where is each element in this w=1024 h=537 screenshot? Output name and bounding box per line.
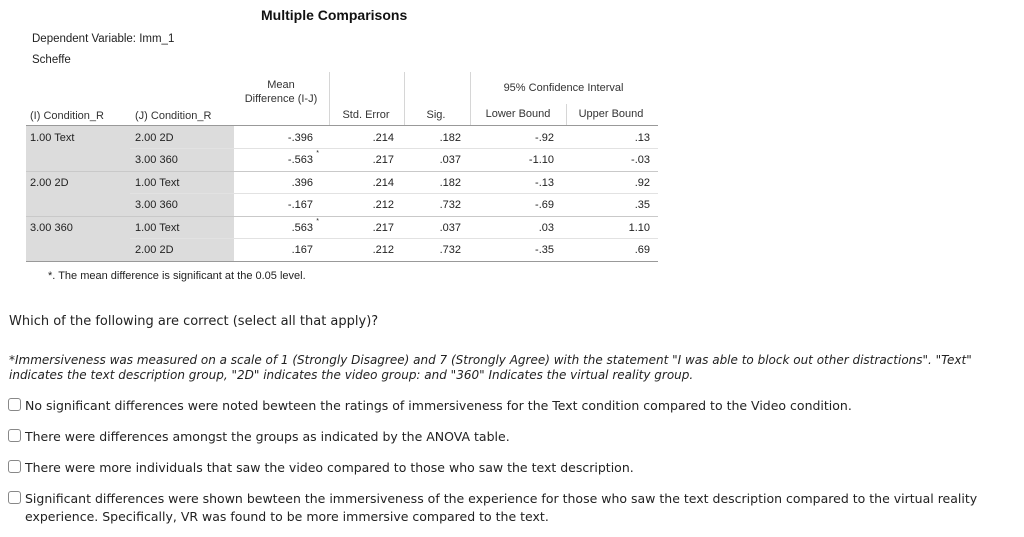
cell-sig: .732: [439, 244, 461, 256]
cell-upper-bound: -.03: [631, 154, 650, 166]
cell-i-condition: [30, 194, 128, 216]
cell-lower-bound: -1.10: [528, 154, 554, 166]
option-checkbox[interactable]: [8, 398, 21, 411]
cell-i-condition: 1.00 Text: [30, 132, 75, 144]
cell-upper-bound: .35: [634, 199, 650, 211]
option-label: Significant differences were shown bewteen the immersiveness of the experience for those who saw the text description compared to the virtual reality experience. Specifically, VR was found to be more immersive compared to the text.: [25, 491, 978, 524]
header-sig: Sig.: [426, 109, 446, 121]
header-j-condition: (J) Condition_R: [135, 110, 212, 122]
header-i-condition: (I) Condition_R: [30, 110, 104, 122]
option-label: There were more individuals that saw the video compared to those who saw the text description.: [25, 460, 634, 475]
cell-std-error: .212: [372, 244, 394, 256]
cell-i-condition: 2.00 2D: [30, 177, 69, 189]
cell-j-condition: 3.00 360: [135, 199, 178, 211]
answer-option[interactable]: [8, 428, 1008, 446]
cell-mean-difference: .396: [291, 177, 313, 189]
cell-i-condition: 3.00 360: [30, 222, 73, 234]
cell-lower-bound: -.69: [535, 199, 554, 211]
cell-j-condition: 2.00 2D: [135, 244, 174, 256]
cell-mean-difference: -.167: [287, 199, 313, 211]
option-checkbox[interactable]: [8, 491, 21, 504]
cell-sig: .182: [439, 132, 461, 144]
option-label: There were differences amongst the groups as indicated by the ANOVA table.: [25, 429, 510, 444]
cell-sig: .732: [439, 199, 461, 211]
cell-sig: .182: [439, 177, 461, 189]
significance-footnote: *. The mean difference is significant at the 0.05 level.: [48, 270, 306, 282]
answer-option[interactable]: [8, 459, 1008, 477]
header-std-error: Std. Error: [342, 109, 390, 121]
header-mean-difference: Mean Difference (I-J): [244, 79, 318, 105]
dependent-variable-label: Dependent Variable: Imm_1: [32, 33, 175, 45]
cell-lower-bound: -.35: [535, 244, 554, 256]
cell-i-condition: [30, 239, 128, 261]
option-label: No significant differences were noted bewteen the ratings of immersiveness for the Text condition compared to the Video condition.: [25, 398, 852, 413]
question-text: Which of the following are correct (select all that apply)?: [9, 314, 379, 329]
option-checkbox[interactable]: [8, 460, 21, 473]
cell-lower-bound: -.13: [535, 177, 554, 189]
answer-option[interactable]: [8, 397, 1008, 415]
cell-j-condition: 1.00 Text: [135, 177, 180, 189]
header-ci: 95% Confidence Interval: [503, 82, 624, 94]
cell-upper-bound: 1.10: [628, 222, 650, 234]
cell-lower-bound: .03: [538, 222, 554, 234]
method-label: Scheffe: [32, 54, 71, 66]
question-note: *Immersiveness was measured on a scale of 1 (Strongly Disagree) and 7 (Strongly Agree) with the statement "I was able to block out other distractions". "Text" indicates the text description group, "2D" indicates the video group: and "360" Indicates the virtual reality group.: [9, 353, 972, 382]
cell-sig: .037: [439, 154, 461, 166]
cell-std-error: .214: [372, 132, 394, 144]
cell-j-condition: 1.00 Text: [135, 222, 180, 234]
header-lower-bound: Lower Bound: [485, 108, 551, 120]
table-title: Multiple Comparisons: [261, 7, 408, 23]
cell-mean-difference: -.563 *: [287, 150, 319, 166]
cell-j-condition: 3.00 360: [135, 154, 178, 166]
answer-option[interactable]: [8, 490, 1008, 526]
cell-upper-bound: .69: [634, 244, 650, 256]
cell-std-error: .212: [372, 199, 394, 211]
cell-i-condition: [30, 149, 128, 171]
cell-lower-bound: -.92: [535, 132, 554, 144]
spss-output: [0, 0, 670, 290]
header-upper-bound: Upper Bound: [578, 108, 644, 120]
cell-mean-difference: .167: [291, 244, 313, 256]
option-checkbox[interactable]: [8, 429, 21, 442]
cell-j-condition: 2.00 2D: [135, 132, 174, 144]
cell-std-error: .217: [372, 154, 394, 166]
cell-mean-difference: .563 *: [291, 218, 319, 234]
cell-std-error: .214: [372, 177, 394, 189]
cell-sig: .037: [439, 222, 461, 234]
cell-upper-bound: .92: [634, 177, 650, 189]
cell-std-error: .217: [372, 222, 394, 234]
cell-mean-difference: -.396: [287, 132, 313, 144]
cell-upper-bound: .13: [634, 132, 650, 144]
